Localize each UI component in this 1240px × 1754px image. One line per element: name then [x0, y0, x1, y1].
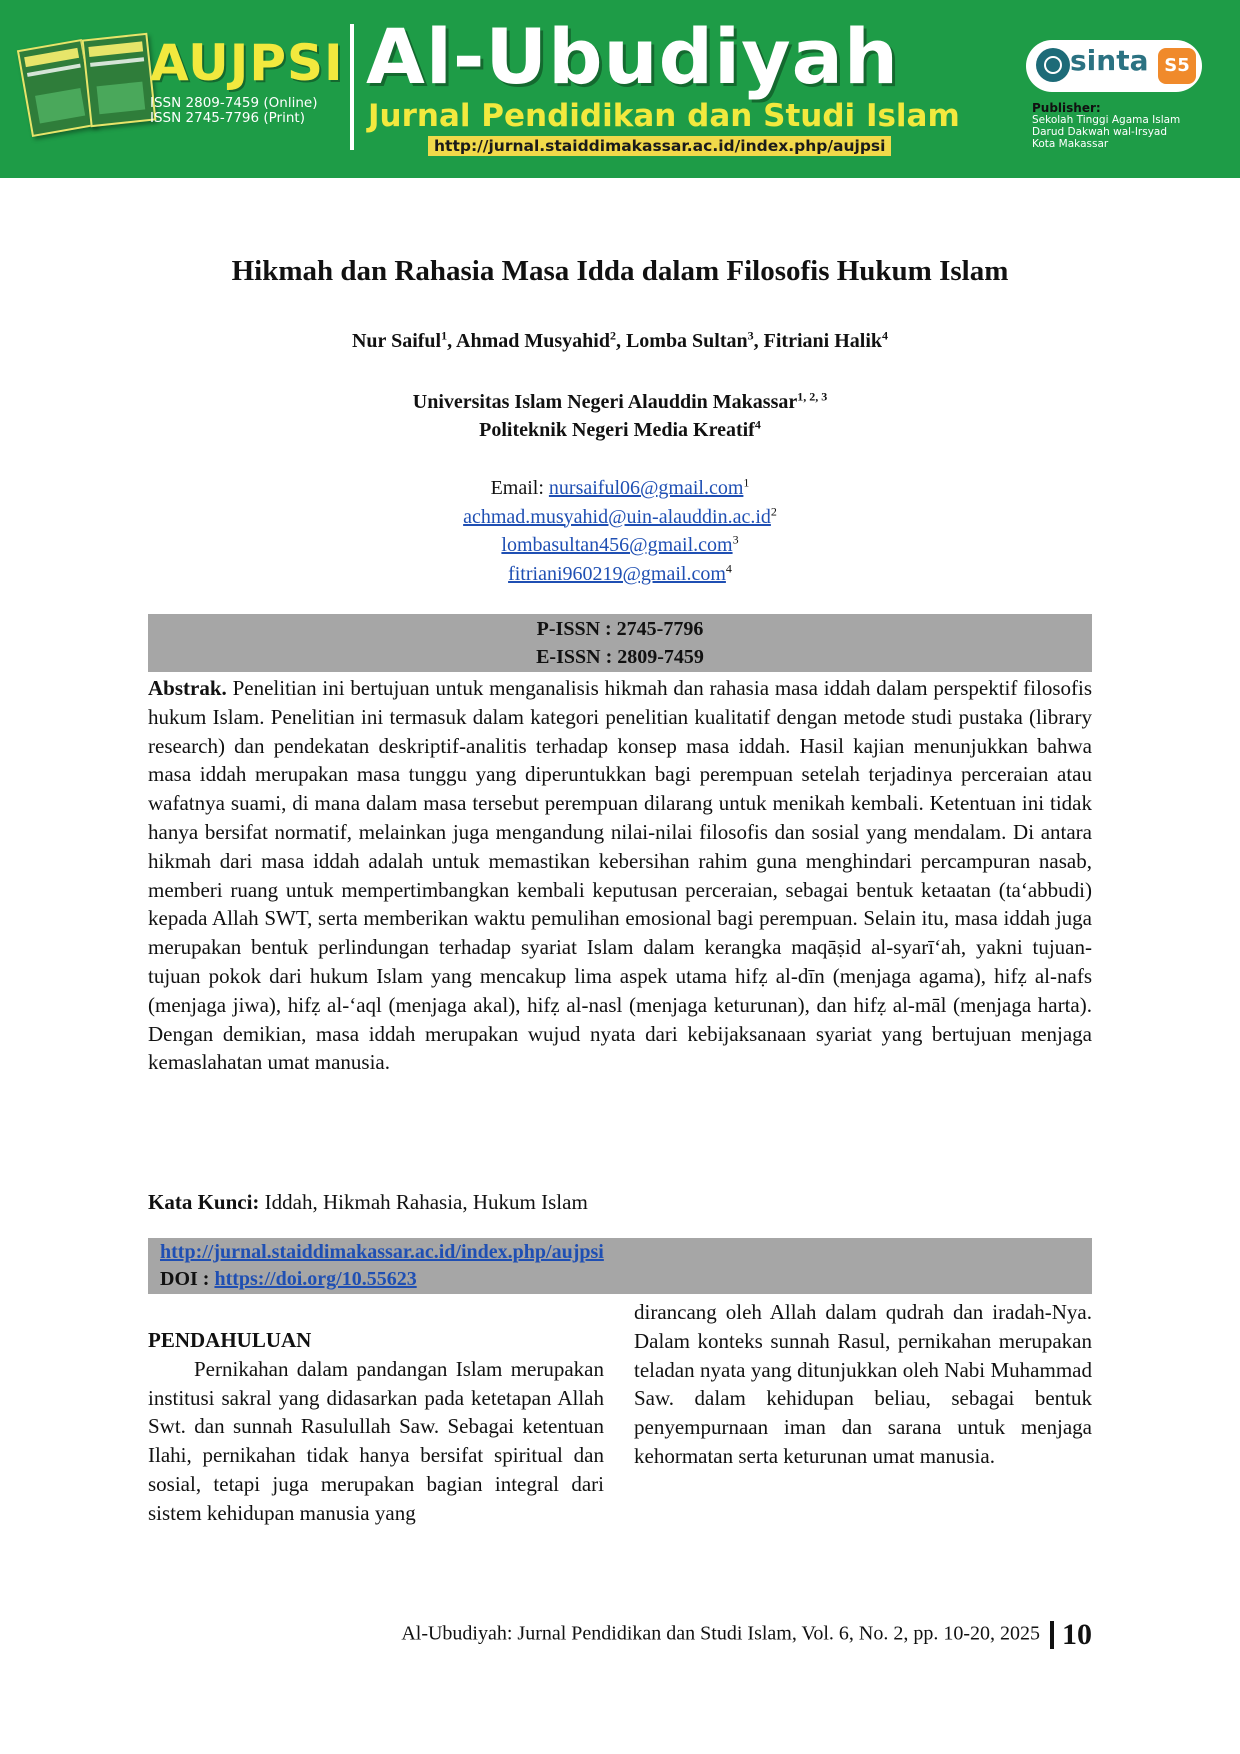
sinta-badge: [1026, 40, 1202, 92]
sinta-logo-icon: [1036, 48, 1070, 82]
author-sup: 1: [441, 328, 448, 343]
publisher-line: Darud Dakwah wal-Irsyad: [1032, 126, 1168, 138]
author-name: Ahmad Musyahid: [456, 330, 610, 352]
author-name: Nur Saiful: [351, 330, 442, 352]
doi-link[interactable]: https://doi.org/10.55623: [214, 1268, 417, 1290]
keywords-label: Kata Kunci:: [148, 1190, 260, 1214]
issn-bar: [148, 614, 1092, 672]
publisher-label: Publisher:: [1032, 101, 1101, 115]
email-list: [0, 474, 1240, 588]
keywords: [148, 1190, 588, 1215]
article-title: Hikmah dan Rahasia Masa Idda dalam Filosofis Hukum Islam: [231, 255, 1009, 287]
journal-banner: [0, 0, 1240, 178]
affiliation-list: [0, 388, 1240, 444]
email-link[interactable]: achmad.musyahid@uin-alauddin.ac.id: [463, 505, 771, 528]
email-line: $achmad.musyahid@uin-alauddin.ac.id^2$: [463, 503, 777, 528]
affiliation-line: Politeknik Negeri Media Kreatif$^4$: [479, 417, 761, 441]
p-issn: P-ISSN : 2745-7796: [536, 618, 704, 640]
publisher-line: Sekolah Tinggi Agama Islam: [1032, 114, 1181, 126]
journal-short-name: AUJPSI: [150, 34, 344, 92]
page-footer: [401, 1618, 1092, 1652]
journal-name: Al-Ubudiyah: [366, 12, 900, 101]
e-issn: E-ISSN : 2809-7459: [536, 646, 704, 668]
journal-link[interactable]: http://jurnal.staiddimakassar.ac.id/index.php/aujpsi: [160, 1241, 604, 1263]
link-bar: [148, 1238, 1092, 1294]
author-sup: 4: [882, 328, 888, 343]
email-line: Email: nursaiful06@gmail.com$^1$: [490, 475, 750, 499]
keywords-text: Iddah, Hikmah Rahasia, Hukum Islam: [264, 1190, 588, 1214]
author-name: Fitriani Halik: [763, 330, 882, 352]
journal-subtitle: Jurnal Pendidikan dan Studi Islam: [368, 98, 960, 134]
abstract-label: Abstrak.: [148, 676, 227, 700]
banner-issn-print: ISSN 2745-7796 (Print): [150, 110, 305, 126]
footer-divider: [1050, 1621, 1054, 1649]
banner-issn-online: ISSN 2809-7459 (Online): [150, 95, 318, 111]
author-sup: 3: [747, 328, 754, 343]
author-name: Lomba Sultan: [625, 330, 748, 352]
banner-journal-url[interactable]: http://jurnal.staiddimakassar.ac.id/index.php/aujpsi: [428, 136, 891, 156]
doi-label: DOI :: [160, 1268, 215, 1290]
body-column-left: [148, 1326, 604, 1528]
email-link[interactable]: nursaiful06@gmail.com: [548, 477, 744, 499]
publisher-info: [1032, 102, 1180, 150]
email-link[interactable]: fitriani960219@gmail.com: [508, 562, 726, 585]
author-sup: 2: [609, 328, 616, 343]
banner-divider: [350, 24, 354, 150]
journal-cover-thumbnails: [24, 34, 164, 144]
page-number: 10: [1062, 1618, 1092, 1651]
banner-issn: [150, 96, 317, 126]
email-link[interactable]: lombasultan456@gmail.com: [501, 534, 733, 556]
section-heading: PENDAHULUAN: [148, 1328, 312, 1352]
footer-citation: Al-Ubudiyah: Jurnal Pendidikan dan Studi Islam, Vol. 6, No. 2, pp. 10-20, 2025: [401, 1622, 1040, 1645]
publisher-line: Kota Makassar: [1032, 138, 1109, 150]
affiliation-line: Universitas Islam Negeri Alauddin Makassar$^{1, 2, 3}$: [412, 389, 828, 413]
email-line: lombasultan456@gmail.com$^3$: [501, 532, 739, 556]
author-list: Nur Saiful$^1$, Ahmad Musyahid$^2$, Lomba Sultan$^3$, Fitriani Halik$^4$: [351, 328, 888, 352]
sinta-level-badge: S5: [1158, 48, 1196, 84]
abstract-text: Penelitian ini bertujuan untuk menganalisis hikmah dan rahasia masa iddah dalam perspektif filosofis hukum Islam. Penelitian ini termasuk dalam kategori penelitian kualitatif dengan metode studi pustaka (library research) dan pendekatan deskriptif-analitis terhadap konsep masa iddah. Hasil kajian menunjukkan bahwa masa iddah merupakan masa tunggu yang diperuntukkan bagi perempuan setelah terjadinya perceraian atau wafatnya suami, di mana dalam masa tersebut perempuan dilarang untuk menikah kembali. Ketentuan ini tidak hanya bersifat normatif, melainkan juga mengandung nilai-nilai filosofis dan sosial yang mendalam. Di antara hikmah dari masa iddah adalah untuk memastikan kebersihan rahim guna menghindari percampuran nasab, memberi ruang untuk mempertimbangkan kembali keputusan perceraian, sebagai bentuk ketaatan (ta‘abbudi) kepada Allah SWT, serta memberikan waktu pemulihan emosional bagi perempuan. Selain itu, masa iddah juga merupakan bentuk perlindungan terhadap syariat Islam dalam kerangka maqāṣid al-syarī‘ah, yakni tujuan-tujuan pokok dari hukum Islam yang mencakup lima aspek utama hifẓ al-dīn (menjaga agama), hifẓ al-nafs (menjaga jiwa), hifẓ al-‘aql (menjaga akal), hifẓ al-nasl (menjaga keturunan), dan hifẓ al-māl (menjaga harta). Dengan demikian, masa iddah merupakan wujud nyata dari kebijaksanaan syariat yang bertujuan menjaga kemaslahatan umat manusia.: [148, 676, 1093, 1075]
journal-cover-image: [82, 33, 157, 127]
email-line: fitriani960219@gmail.com$^4$: [508, 560, 732, 585]
body-column-right: dirancang oleh Allah dalam qudrah dan iradah-Nya. Dalam konteks sunnah Rasul, pernikahan merupakan teladan nyata yang ditunjukkan oleh Nabi Muhammad Saw. dalam kehidupan beliau, sebagai bentuk penyempurnaan iman dan sarana untuk menjaga kehormatan serta keturunan umat manusia.: [634, 1300, 1092, 1468]
sinta-label: sinta: [1070, 44, 1149, 77]
abstract: [148, 674, 1092, 1077]
email-label: Email:: [490, 477, 549, 499]
intro-paragraph: Pernikahan dalam pandangan Islam merupakan institusi sakral yang didasarkan pada ketetapan Allah Swt. dan sunnah Rasulullah Saw. Sebagai ketentuan Ilahi, pernikahan tidak hanya bersifat spiritual dan sosial, tetapi juga merupakan bagian integral dari sistem kehidupan manusia yang: [148, 1356, 604, 1525]
